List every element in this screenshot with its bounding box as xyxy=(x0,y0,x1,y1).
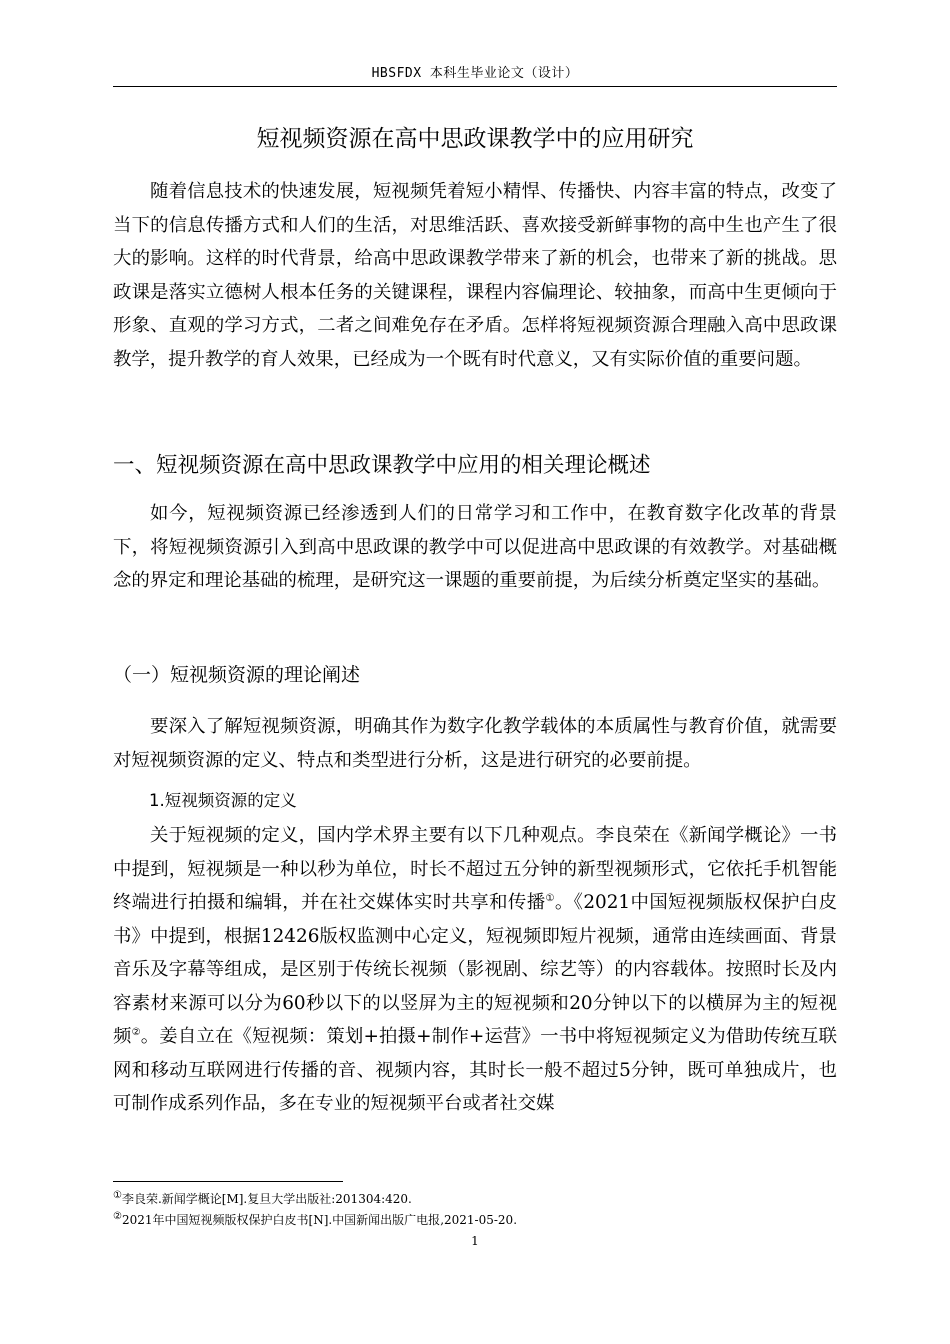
footnote-rule xyxy=(113,1181,343,1182)
footnote-ref-2: ② xyxy=(131,1026,141,1038)
definition-text-part2: 。《2021中国短视频版权保护白皮书》中提到，根据12426版权监测中心定义，短视频即短片视频，通常由连续画面、背景音乐及字幕等组成，是区别于传统长视频（影视剧、综艺等）的内容载体。按照时长及内容素材来源可以分为60秒以下的以竖屏为主的短视频和20分钟以下的以横屏为主的短视频 xyxy=(113,892,837,1047)
footnote-ref-1: ① xyxy=(545,892,555,904)
paper-title: 短视频资源在高中思政课教学中的应用研究 xyxy=(256,126,694,152)
footnote-2 xyxy=(113,1212,837,1228)
intro-paragraph: 随着信息技术的快速发展，短视频凭着短小精悍、传播快、内容丰富的特点，改变了当下的信息传播方式和人们的生活，对思维活跃、喜欢接受新鲜事物的高中生也产生了很大的影响。这样的时代背景，给高中思政课教学带来了新的机会，也带来了新的挑战。思政课是落实立德树人根本任务的关键课程，课程内容偏理论、较抽象，而高中生更倾向于形象、直观的学习方式，二者之间难免存在矛盾。怎样将短视频资源合理融入高中思政课教学，提升教学的育人效果，已经成为一个既有时代意义，又有实际价值的重要问题。 xyxy=(113,181,837,370)
footnote-mark-2: ② xyxy=(113,1211,122,1222)
section1-paragraph: 如今，短视频资源已经渗透到人们的日常学习和工作中，在教育数字化改革的背景下，将短视频资源引入到高中思政课的教学中可以促进高中思政课的有效教学。对基础概念的界定和理论基础的梳理，是研究这一课题的重要前提，为后续分析奠定坚实的基础。 xyxy=(113,503,837,591)
header-rule xyxy=(113,86,837,87)
footnote-text-1: 李良荣.新闻学概论[M].复旦大学出版社:201304:420. xyxy=(121,1192,412,1206)
definition-text-part3: 。姜自立在《短视频：策划+拍摄+制作+运营》一书中将短视频定义为借助传统互联网和移动互联网进行传播的音、视频内容，其时长一般不超过5分钟，既可单独成片，也可制作成系列作品，多在专业的短视频平台或者社交媒 xyxy=(113,1026,837,1114)
page-number: 1 xyxy=(471,1234,479,1248)
section-heading-1: 一、短视频资源在高中思政课教学中应用的相关理论概述 xyxy=(113,453,651,478)
subsubsection-heading-1: 1.短视频资源的定义 xyxy=(149,791,297,810)
definition-paragraph xyxy=(113,819,837,1121)
footnote-mark-1: ① xyxy=(113,1190,122,1201)
running-header: HBSFDX 本科生毕业论文（设计） xyxy=(371,66,579,81)
subsection1-paragraph: 要深入了解短视频资源，明确其作为数字化教学载体的本质属性与教育价值，就需要对短视频资源的定义、特点和类型进行分析，这是进行研究的必要前提。 xyxy=(113,716,837,771)
subsection-heading-1: （一）短视频资源的理论阐述 xyxy=(113,664,361,686)
definition-text-part1: 关于短视频的定义，国内学术界主要有以下几种观点。李良荣在《新闻学概论》一书中提到，短视频是一种以秒为单位，时长不超过五分钟的新型视频形式，它依托手机智能终端进行拍摄和编辑，并在社交媒体实时共享和传播 xyxy=(113,825,837,913)
footnote-text-2: 2021年中国短视频版权保护白皮书[N].中国新闻出版广电报,2021-05-20. xyxy=(121,1213,518,1227)
footnote-1 xyxy=(113,1191,837,1207)
